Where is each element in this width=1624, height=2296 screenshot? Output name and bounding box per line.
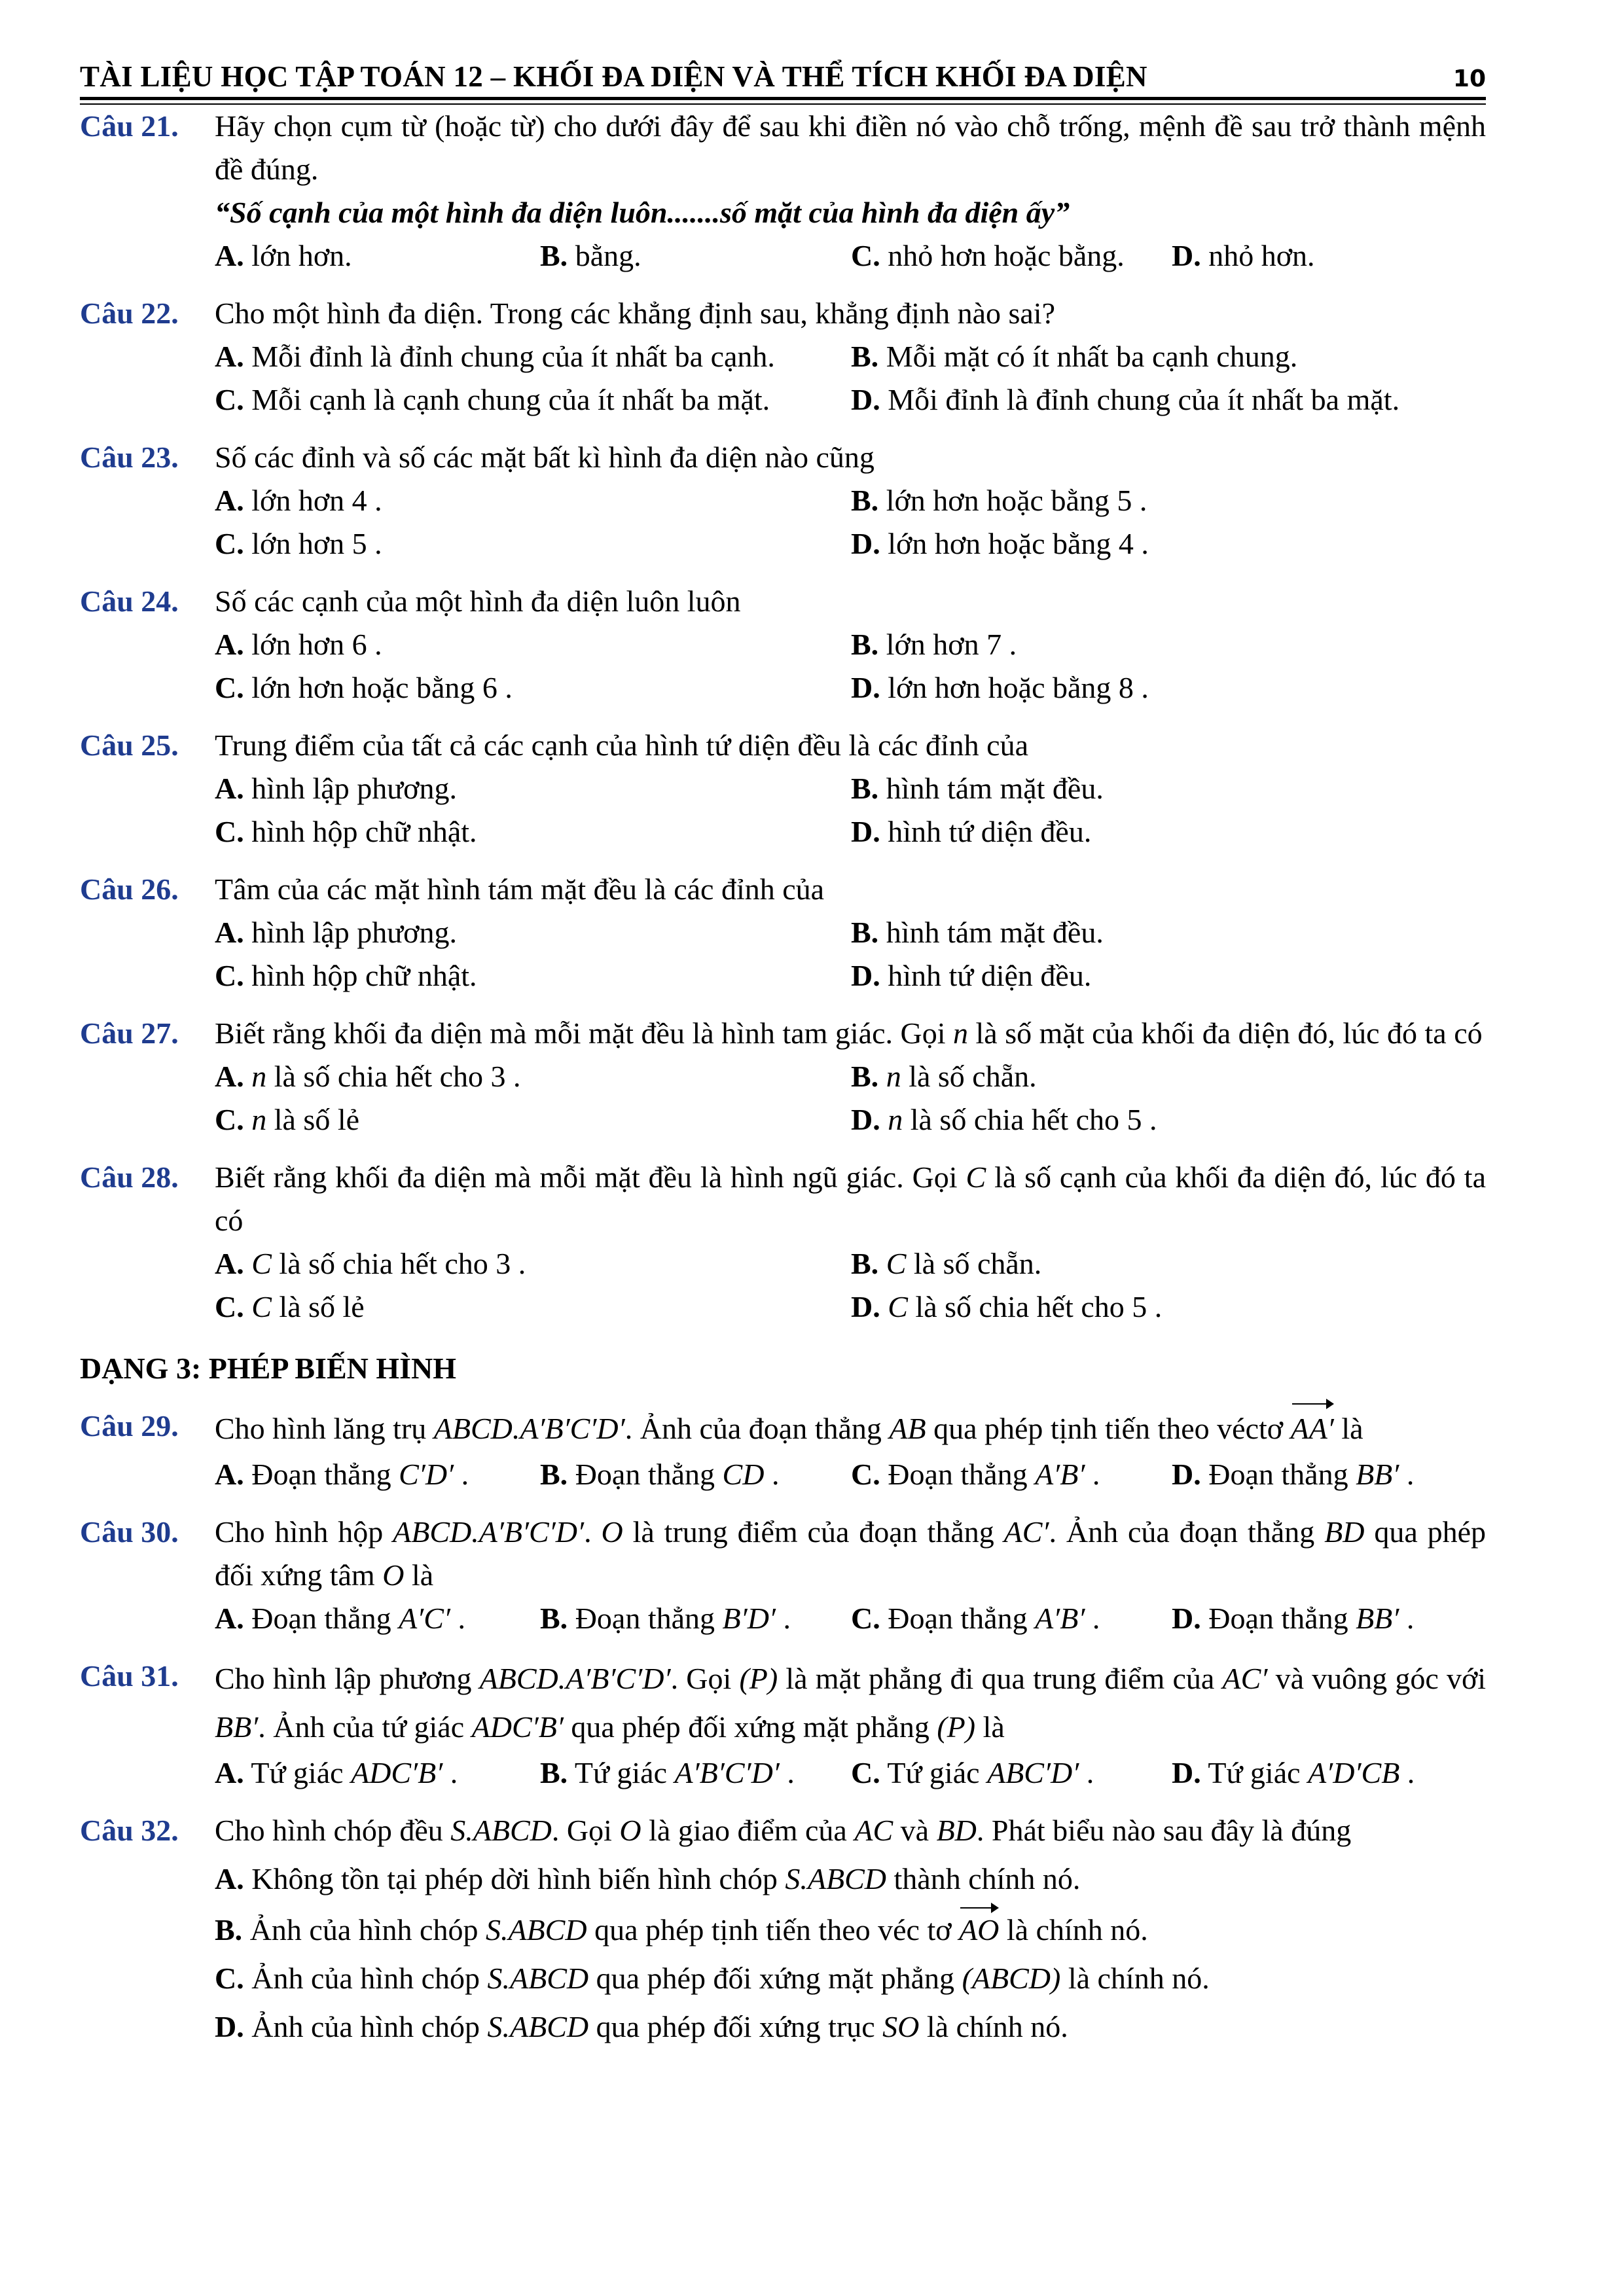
- question-text: Biết rằng khối đa diện mà mỗi mặt đều là hình tam giác. Gọi n là số mặt của khối đa diện đó, lúc đó ta có: [215, 1016, 1483, 1050]
- option-b[interactable]: B. lớn hơn hoặc bằng 5 .: [851, 484, 1147, 517]
- option-a[interactable]: A. hình lập phương.: [215, 772, 457, 805]
- question-21: [80, 105, 1486, 278]
- option-a[interactable]: A. lớn hơn 6 .: [215, 628, 382, 661]
- option-b[interactable]: B. n là số chẵn.: [851, 1060, 1037, 1093]
- options: [215, 234, 1486, 278]
- option-b[interactable]: B. Đoạn thẳng B′D′ .: [540, 1602, 791, 1635]
- question-label: Câu 22.: [80, 296, 179, 330]
- option-a[interactable]: A. Mỗi đỉnh là đỉnh chung của ít nhất ba cạnh.: [215, 340, 775, 373]
- document-body: [80, 105, 1486, 2054]
- vector-aa: AA′: [1291, 1405, 1334, 1453]
- option-b[interactable]: B. bằng.: [540, 239, 641, 272]
- question-text: Hãy chọn cụm từ (hoặc từ) cho dưới đây để sau khi điền nó vào chỗ trống, mệnh đề sau trở thành mệnh đề đúng.: [215, 109, 1486, 186]
- option-d[interactable]: D. Ảnh của hình chóp S.ABCD qua phép đối xứng trục SO là chính nó.: [215, 2010, 1068, 2043]
- question-text: Tâm của các mặt hình tám mặt đều là các đỉnh của: [215, 872, 825, 906]
- option-c[interactable]: C. hình hộp chữ nhật.: [215, 959, 477, 992]
- options: [215, 479, 1486, 565]
- question-label: Câu 30.: [80, 1515, 179, 1549]
- question-label: Câu 29.: [80, 1409, 179, 1443]
- option-c[interactable]: C. nhỏ hơn hoặc bằng.: [851, 239, 1125, 272]
- question-23: [80, 436, 1486, 565]
- option-b[interactable]: B. Đoạn thẳng CD .: [540, 1458, 780, 1491]
- option-a[interactable]: A. n là số chia hết cho 3 .: [215, 1060, 521, 1093]
- question-24: [80, 580, 1486, 709]
- option-d[interactable]: D. hình tứ diện đều.: [851, 815, 1092, 848]
- option-b[interactable]: B. C là số chẵn.: [851, 1247, 1042, 1280]
- option-d[interactable]: D. nhỏ hơn.: [1172, 239, 1315, 272]
- question-quote: “Số cạnh của một hình đa diện luôn.......số mặt của hình đa diện ấy”: [215, 196, 1070, 229]
- option-c[interactable]: C. Tứ giác ABC′D′ .: [851, 1756, 1094, 1789]
- option-d[interactable]: D. lớn hơn hoặc bằng 8 .: [851, 671, 1149, 704]
- question-text: Cho hình hộp ABCD.A′B′C′D′. O là trung điểm của đoạn thẳng AC′. Ảnh của đoạn thẳng BD qua phép đối xứng tâm O là: [215, 1515, 1487, 1592]
- question-28: [80, 1156, 1486, 1329]
- options: [215, 1453, 1486, 1496]
- question-text: Biết rằng khối đa diện mà mỗi mặt đều là hình ngũ giác. Gọi C là số cạnh của khối đa diện đó, lúc đó ta có: [215, 1160, 1486, 1237]
- question-label: Câu 32.: [80, 1814, 179, 1847]
- option-c[interactable]: C. Đoạn thẳng A′B′ .: [851, 1602, 1100, 1635]
- option-c[interactable]: C. Ảnh của hình chóp S.ABCD qua phép đối xứng mặt phẳng (ABCD) là chính nó.: [215, 1962, 1210, 1995]
- question-27: [80, 1012, 1486, 1141]
- option-a[interactable]: A. lớn hơn 4 .: [215, 484, 382, 517]
- options: [215, 1055, 1486, 1141]
- option-b[interactable]: B. Mỗi mặt có ít nhất ba cạnh chung.: [851, 340, 1298, 373]
- option-c[interactable]: C. Đoạn thẳng A′B′ .: [851, 1458, 1100, 1491]
- option-d[interactable]: D. n là số chia hết cho 5 .: [851, 1103, 1157, 1136]
- header-rule-thick: [80, 97, 1486, 100]
- option-b[interactable]: B. hình tám mặt đều.: [851, 916, 1104, 949]
- section-heading: DẠNG 3: PHÉP BIẾN HÌNH: [80, 1352, 457, 1385]
- option-d[interactable]: D. Đoạn thẳng BB′ .: [1172, 1602, 1415, 1635]
- question-text: Cho hình lăng trụ ABCD.A′B′C′D′. Ảnh của đoạn thẳng AB qua phép tịnh tiến theo véctơ AA′ là: [215, 1405, 1486, 1453]
- option-d[interactable]: D. Tứ giác A′D′CB .: [1172, 1756, 1415, 1789]
- option-d[interactable]: D. C là số chia hết cho 5 .: [851, 1290, 1163, 1323]
- option-b[interactable]: B. Tứ giác A′B′C′D′ .: [540, 1756, 795, 1789]
- question-30: [80, 1511, 1486, 1640]
- options: [215, 1597, 1486, 1640]
- question-29: [80, 1405, 1486, 1496]
- option-c[interactable]: C. lớn hơn 5 .: [215, 527, 382, 560]
- question-text: Cho hình lập phương ABCD.A′B′C′D′. Gọi (P) là mặt phẳng đi qua trung điểm của AC′ và vuông góc với BB′. Ảnh của tứ giác ADC′B′ qua phép đối xứng mặt phẳng (P) là: [215, 1662, 1487, 1744]
- question-label: Câu 25.: [80, 728, 179, 762]
- options: [215, 1242, 1486, 1329]
- option-b[interactable]: B. hình tám mặt đều.: [851, 772, 1104, 805]
- option-c[interactable]: C. Mỗi cạnh là cạnh chung của ít nhất ba mặt.: [215, 383, 770, 416]
- question-text: Số các đỉnh và số các mặt bất kì hình đa diện nào cũng: [215, 440, 875, 474]
- question-label: Câu 28.: [80, 1160, 179, 1194]
- question-label: Câu 23.: [80, 440, 179, 474]
- question-text: Trung điểm của tất cả các cạnh của hình tứ diện đều là các đỉnh của: [215, 728, 1029, 762]
- header-title: TÀI LIỆU HỌC TẬP TOÁN 12 – KHỐI ĐA DIỆN VÀ THỂ TÍCH KHỐI ĐA DIỆN: [80, 60, 1147, 93]
- option-d[interactable]: D. Mỗi đỉnh là đỉnh chung của ít nhất ba mặt.: [851, 383, 1400, 416]
- option-a[interactable]: A. C là số chia hết cho 3 .: [215, 1247, 526, 1280]
- option-d[interactable]: D. lớn hơn hoặc bằng 4 .: [851, 527, 1149, 560]
- question-label: Câu 27.: [80, 1016, 179, 1050]
- option-c[interactable]: C. lớn hơn hoặc bằng 6 .: [215, 671, 513, 704]
- question-31: [80, 1655, 1486, 1795]
- options: [215, 767, 1486, 853]
- question-text: Số các cạnh của một hình đa diện luôn luôn: [215, 584, 741, 618]
- question-32: [80, 1809, 1486, 2054]
- question-label: Câu 21.: [80, 109, 179, 143]
- option-a[interactable]: A. Không tồn tại phép dời hình biến hình chóp S.ABCD thành chính nó.: [215, 1862, 1081, 1895]
- question-text: Cho hình chóp đều S.ABCD. Gọi O là giao điểm của AC và BD. Phát biểu nào sau đây là đúng: [215, 1814, 1352, 1847]
- page-number: 10: [1453, 65, 1486, 92]
- option-a[interactable]: A. hình lập phương.: [215, 916, 457, 949]
- options: [215, 1751, 1486, 1795]
- option-d[interactable]: D. hình tứ diện đều.: [851, 959, 1092, 992]
- option-a[interactable]: A. lớn hơn.: [215, 239, 352, 272]
- question-label: Câu 24.: [80, 584, 179, 618]
- question-label: Câu 26.: [80, 872, 179, 906]
- option-d[interactable]: D. Đoạn thẳng BB′ .: [1172, 1458, 1415, 1491]
- options: [215, 335, 1486, 422]
- question-22: [80, 292, 1486, 422]
- page-header: [80, 55, 1486, 97]
- option-b[interactable]: B. lớn hơn 7 .: [851, 628, 1017, 661]
- option-b[interactable]: B. Ảnh của hình chóp S.ABCD qua phép tịnh tiến theo véc tơ AO là chính nó.: [215, 1906, 1486, 1957]
- option-a[interactable]: A. Đoạn thẳng A′C′ .: [215, 1602, 465, 1635]
- options: [215, 623, 1486, 709]
- question-label: Câu 31.: [80, 1659, 179, 1693]
- option-c[interactable]: C. hình hộp chữ nhật.: [215, 815, 477, 848]
- option-c[interactable]: C. C là số lẻ: [215, 1290, 365, 1323]
- vector-ao: AO: [959, 1909, 999, 1952]
- options: [215, 911, 1486, 997]
- option-a[interactable]: A. Đoạn thẳng C′D′ .: [215, 1458, 469, 1491]
- question-text: Cho một hình đa diện. Trong các khẳng định sau, khẳng định nào sai?: [215, 296, 1056, 330]
- option-a[interactable]: A. Tứ giác ADC′B′ .: [215, 1756, 458, 1789]
- question-25: [80, 724, 1486, 853]
- question-26: [80, 868, 1486, 997]
- option-c[interactable]: C. n là số lẻ: [215, 1103, 360, 1136]
